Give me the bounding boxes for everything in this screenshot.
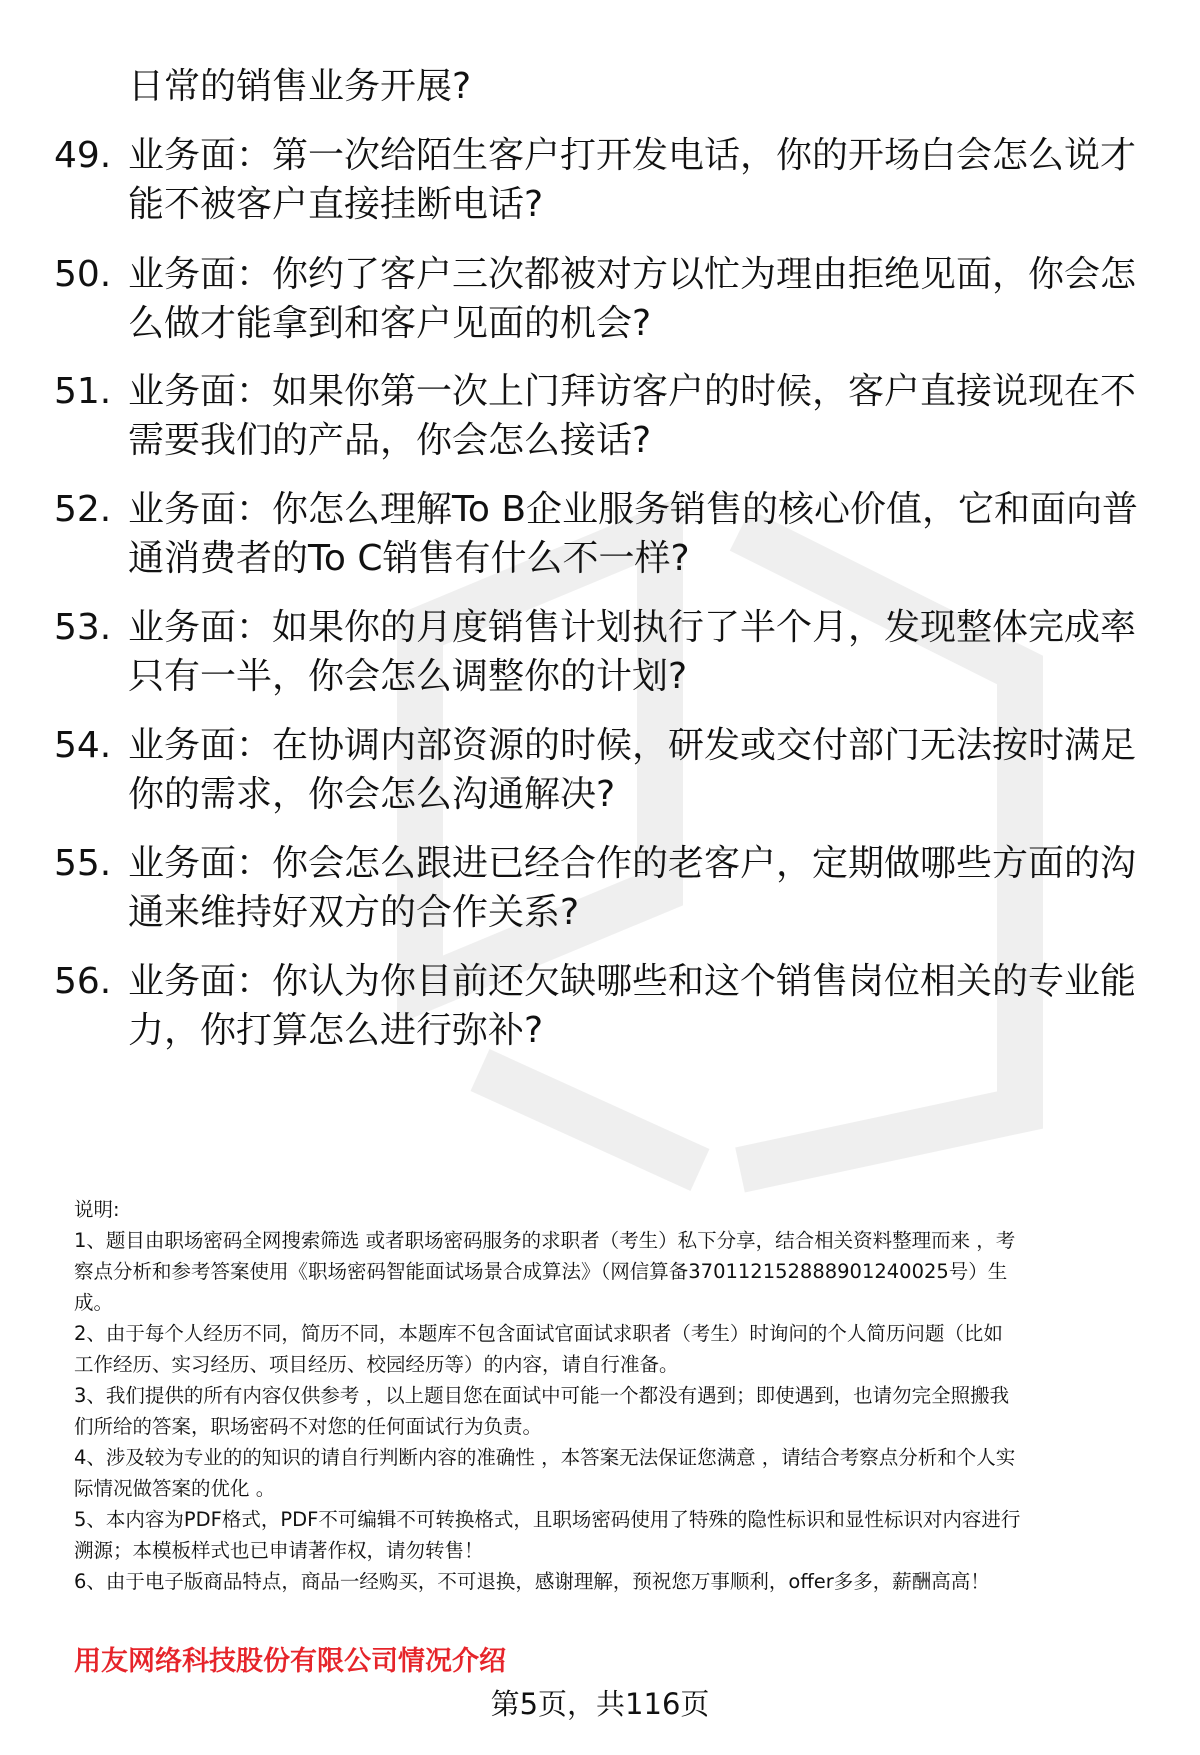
- question-number: 50.: [54, 254, 112, 295]
- note-line: 工作经历、实习经历、项目经历、校园经历等）的内容，请自行准备。: [74, 1353, 679, 1376]
- question-number: 49.: [54, 135, 112, 176]
- notes-heading: 说明:: [74, 1198, 120, 1221]
- note-line: 溯源；本模板样式也已申请著作权，请勿转售！: [74, 1539, 484, 1562]
- question-number: 51.: [54, 371, 112, 412]
- note-line: 1、题目由职场密码全网搜索筛选 或者职场密码服务的求职者（考生）私下分享，结合相关资料整理而来 ，考: [74, 1229, 1016, 1252]
- note-line: 察点分析和参考答案使用《职场密码智能面试场景合成算法》（网信算备370112152888901240025号）生: [74, 1260, 1008, 1283]
- question-text: 业务面：如果你的月度销售计划执行了半个月，发现整体完成率 只有一半，你会怎么调整你的计划?: [128, 607, 1137, 697]
- question-number: 53.: [54, 607, 112, 648]
- question-text: 业务面：你怎么理解To B企业服务销售的核心价值，它和面向普 通消费者的To C销售有什么不一样?: [128, 489, 1139, 579]
- question-text: 业务面：在协调内部资源的时候，研发或交付部门无法按时满足 你的需求，你会怎么沟通解决?: [128, 725, 1137, 815]
- note-line: 6、由于电子版商品特点，商品一经购买，不可退换，感谢理解，预祝您万事顺利，offer多多，薪酬高高！: [74, 1570, 990, 1593]
- note-line: 2、由于每个人经历不同，简历不同，本题库不包含面试官面试求职者（考生）时询问的个人简历问题（比如: [74, 1322, 1003, 1345]
- note-line: 4、涉及较为专业的的知识的请自行判断内容的准确性 ，本答案无法保证您满意 ，请结合考察点分析和个人实: [74, 1446, 1016, 1469]
- question-number: 56.: [54, 961, 112, 1002]
- note-line: 5、本内容为PDF格式，PDF不可编辑不可转换格式，且职场密码使用了特殊的隐性标识和显性标识对内容进行: [74, 1508, 1021, 1531]
- question-text: 业务面：你约了客户三次都被对方以忙为理由拒绝见面，你会怎 么做才能拿到和客户见面的机会?: [128, 254, 1137, 344]
- page-number-footer: 第5页，共116页: [490, 1687, 710, 1721]
- question-text: 业务面：如果你第一次上门拜访客户的时候，客户直接说现在不 需要我们的产品，你会怎么接话?: [128, 371, 1137, 461]
- question-number: 55.: [54, 843, 112, 884]
- note-line: 成。: [74, 1291, 114, 1314]
- question-text-line: 日常的销售业务开展?: [128, 66, 472, 107]
- question-text: 业务面：第一次给陌生客户打开发电话，你的开场白会怎么说才 能不被客户直接挂断电话?: [128, 135, 1137, 225]
- note-line: 们所给的答案，职场密码不对您的任何面试行为负责。: [74, 1415, 543, 1438]
- company-section-title: 用友网络科技股份有限公司情况介绍: [74, 1646, 506, 1677]
- question-number: 52.: [54, 489, 112, 530]
- question-number: 54.: [54, 725, 112, 766]
- note-line: 际情况做答案的优化 。: [74, 1477, 276, 1500]
- disclaimer-notes: [74, 1194, 1154, 1597]
- question-text: 业务面：你认为你目前还欠缺哪些和这个销售岗位相关的专业能 力，你打算怎么进行弥补?: [128, 961, 1137, 1051]
- question-text: 业务面：你会怎么跟进已经合作的老客户，定期做哪些方面的沟 通来维持好双方的合作关系?: [128, 843, 1137, 933]
- note-line: 3、我们提供的所有内容仅供参考 ，以上题目您在面试中可能一个都没有遇到；即使遇到，也请勿完全照搬我: [74, 1384, 1010, 1407]
